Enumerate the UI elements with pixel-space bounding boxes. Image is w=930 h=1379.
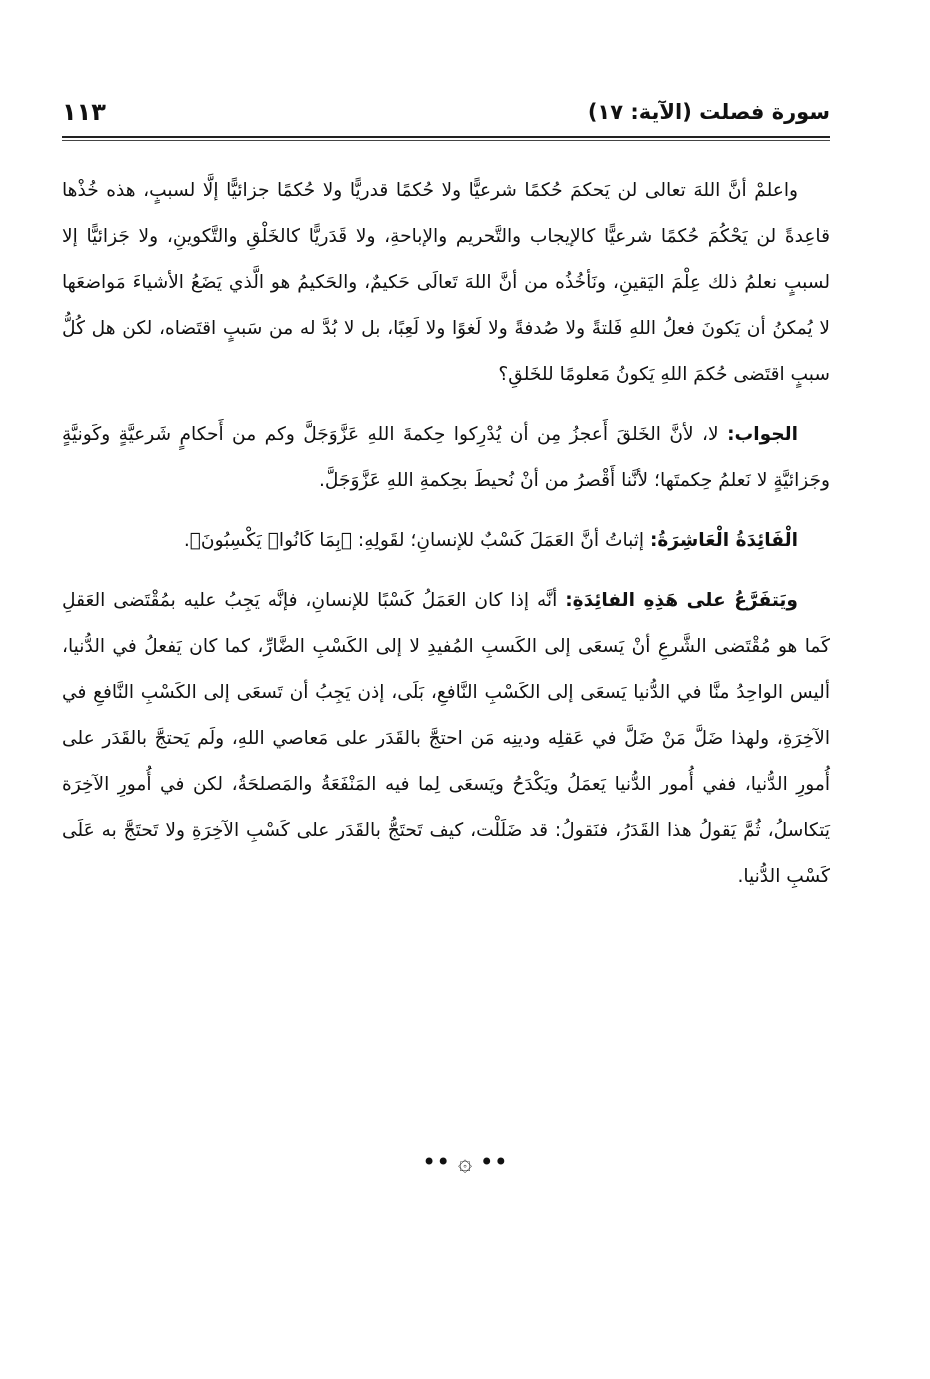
paragraph-text: إثباتُ أنَّ العَمَلَ كَسْبٌ للإنسانِ؛ لقَولِهِ: ﴿بِمَا كَانُوا۟ يَكْسِبُونَ﴾. — [183, 530, 650, 551]
running-title: سورة فصلت (الآية: ١٧) — [587, 100, 830, 124]
paragraph-lead: الْفَائِدَةُ الْعَاشِرَةُ: — [650, 530, 798, 551]
paragraph-lead: ويَتفَرَّعُ على هَذِهِ الفائِدَةِ: — [565, 590, 798, 611]
paragraph-tenth-benefit — [62, 518, 830, 564]
paragraph-answer — [62, 412, 830, 504]
paragraph-text: لا، لأنَّ الخَلقَ أَعجزُ مِن أن يُدْرِكوا حِكمةَ اللهِ عَزَّوَجَلَّ وكم من أَحكامٍ شَرعيَّةٍ وكَونيَّةٍ وجَزائيَّةٍ لا نَعلمُ حِكمتَها؛ لأنَّنا أَقْصرُ من أنْ نُحيطَ بحِكمةِ اللهِ عَزَّوَجَلَّ. — [62, 424, 830, 491]
paragraph-text: أنَّه إذا كان العَمَلُ كَسْبًا للإنسانِ، فإنَّه يَجِبُ عليه بمُقْتَضى العَقلِ كَما هو مُقْتَضى الشَّرعِ أنْ يَسعَى إلى الكَسبِ المُفيدِ لا إلى الكَسْبِ الضَّارِّ، كما كان يَفعلُ في الدُّنيا، أليس الواحِدُ منَّا في الدُّنيا يَسعَى إلى الكَسْبِ النَّافعِ، بَلَى، إذن يَجِبُ أن تَسعَى إلى الكَسْبِ النَّافعِ في الآخِرَةِ، ولهذا ضَلَّ مَنْ ضَلَّ في عَقلِه ودينِه مَن احتجَّ بالقَدَر على مَعاصي اللهِ، ولَم يَحتجَّ بالقَدَر على أُمورِ الدُّنيا، ففي أُمور الدُّنيا يَعمَلُ ويَكْدَحُ ويَسعَى لِما فيه المَنْفَعَةُ والمَصلحَةُ، لكن في أُمورِ الآخِرَة يَتكاسلُ، ثُمَّ يَقولُ هذا القَدَرُ، فنَقولُ: قد ضَلَلْت، كيف تَحتَجُّ بالقَدَر على كَسْبِ الآخِرَةِ ولا تَحتَجَّ به عَلَى كَسْبِ الدُّنيا. — [62, 590, 830, 887]
paragraph-text: واعلمْ أنَّ اللهَ تعالى لن يَحكمَ حُكمًا شرعيًّا ولا حُكمًا قدريًّا ولا حُكمًا جزائيًّا إلَّا لسببٍ، هذه خُذْها قاعِدةً لن يَحْكُمَ حُكمًا شرعيًّا كالإيجاب والتَّحريم والإباحةِ، ولا قَدَريًّا كالخَلْقِ والتَّكوينِ، ولا جَزائيًّا إلا لسببٍ نعلمُ ذلك عِلْمَ اليَقينِ، ونَأخُذُه من أنَّ اللهَ تَعالَى حَكيمٌ، والحَكيمُ هو الَّذي يَضَعُ الأشياءَ مَواضعَها لا يُمكنُ أن يَكونَ فعلُ اللهِ فَلتةً ولا صُدفةً ولا لَغوًا ولا لَعِبًا، بل لا بُدَّ له من سَببٍ اقتَضاه، لكن هل كُلُّ سببٍ اقتَضى حُكمَ اللهِ يَكونُ مَعلومًا للخَلقِ؟ — [62, 180, 830, 385]
header-rule-thin — [62, 140, 830, 141]
paragraph-derived — [62, 578, 830, 900]
page-body — [62, 168, 830, 914]
paragraph-lead: الجواب: — [727, 424, 798, 445]
page-header — [62, 96, 830, 136]
section-ornament: •• ۞ •• — [422, 1148, 508, 1176]
paragraph-intro — [62, 168, 830, 398]
header-rule — [62, 136, 830, 138]
page-number: ١١٣ — [62, 98, 106, 126]
